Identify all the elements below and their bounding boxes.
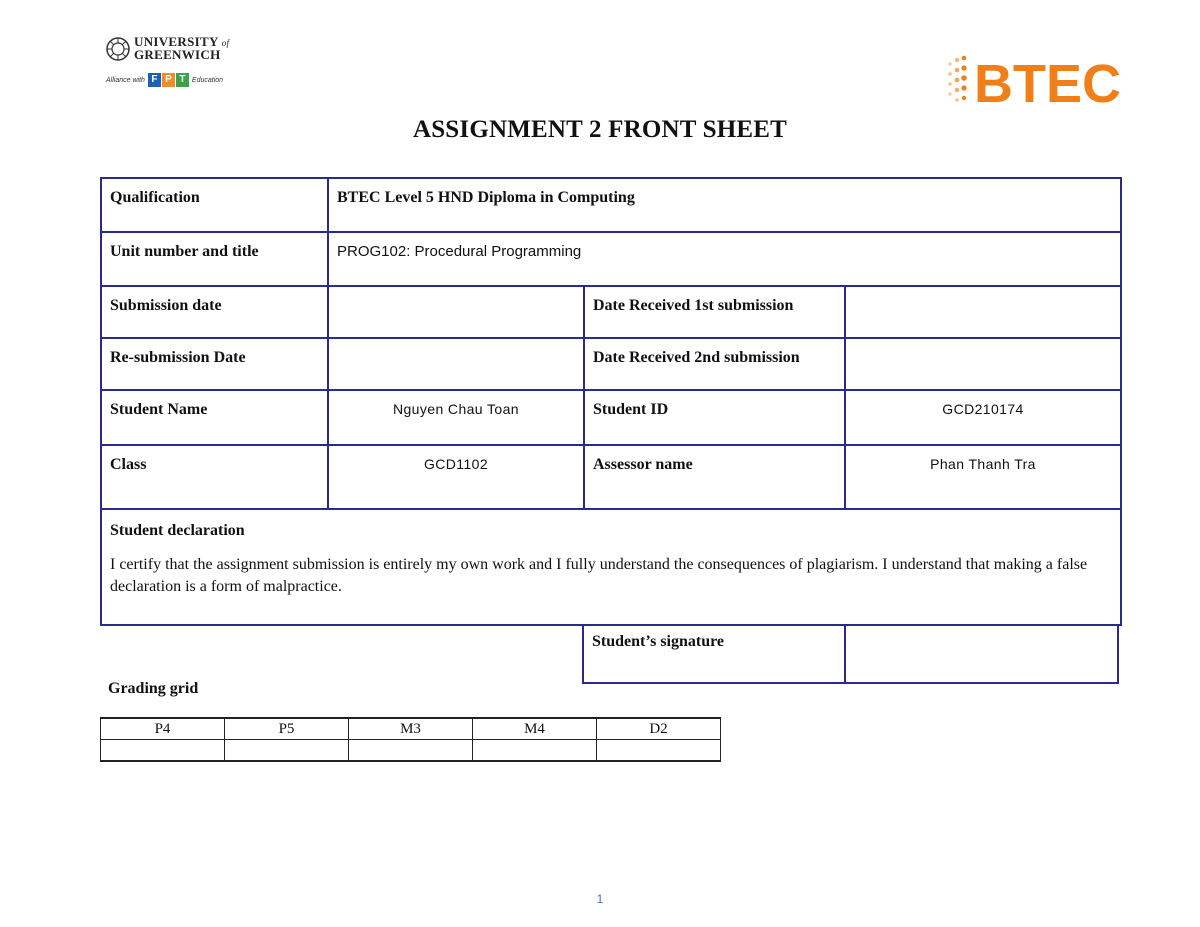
btec-dots-icon	[948, 56, 967, 102]
grade-header: M4	[473, 718, 597, 740]
class-row	[101, 445, 1121, 509]
declaration-text: I certify that the assignment submission is entirely my own work and I fully understand the consequences of plagiarism. I understand that making a false declaration is a form of malpractice.	[110, 556, 1088, 595]
grade-value	[473, 740, 597, 762]
resubmission-date-value	[328, 338, 584, 390]
resubmission-row	[101, 338, 1121, 390]
grade-value	[597, 740, 721, 762]
qualification-value: BTEC Level 5 HND Diploma in Computing	[328, 178, 1121, 232]
student-id-value: GCD210174	[845, 390, 1121, 445]
declaration-row	[101, 509, 1121, 625]
grade-header: P4	[101, 718, 225, 740]
resubmission-date-label: Re-submission Date	[101, 338, 328, 390]
qualification-row	[101, 178, 1121, 232]
signature-table	[582, 626, 1119, 684]
grading-header-row	[101, 718, 721, 740]
signature-field	[845, 626, 1118, 683]
grade-header: P5	[225, 718, 349, 740]
fpt-logo: F P T	[148, 73, 189, 87]
submission-row	[101, 286, 1121, 338]
grade-value	[101, 740, 225, 762]
btec-logo	[944, 52, 1150, 110]
university-name: UNIVERSITY of GREENWICH	[134, 34, 230, 62]
assessor-value: Phan Thanh Tra	[845, 445, 1121, 509]
page-title: ASSIGNMENT 2 FRONT SHEET	[412, 116, 788, 143]
crest-icon	[106, 37, 130, 61]
grade-value	[225, 740, 349, 762]
signature-label: Student’s signature	[583, 626, 845, 683]
date-received-1-label: Date Received 1st submission	[584, 286, 845, 338]
student-id-label: Student ID	[584, 390, 845, 445]
qualification-label: Qualification	[101, 178, 328, 232]
unit-value: PROG102: Procedural Programming	[328, 232, 1121, 286]
submission-date-label: Submission date	[101, 286, 328, 338]
unit-row	[101, 232, 1121, 286]
date-received-2-value	[845, 338, 1121, 390]
assessor-label: Assessor name	[584, 445, 845, 509]
submission-date-value	[328, 286, 584, 338]
student-name-label: Student Name	[101, 390, 328, 445]
fpt-alliance: Alliance with F P T Education	[106, 74, 224, 85]
grading-grid	[100, 717, 721, 762]
grade-value	[349, 740, 473, 762]
btec-wordmark: BTEC	[974, 54, 1121, 110]
student-name-value: Nguyen Chau Toan	[328, 390, 584, 445]
class-label: Class	[101, 445, 328, 509]
grading-value-row	[101, 740, 721, 762]
grading-grid-label: Grading grid	[108, 680, 199, 697]
university-of-greenwich-logo	[106, 36, 266, 100]
date-received-2-label: Date Received 2nd submission	[584, 338, 845, 390]
declaration-heading: Student declaration	[110, 522, 245, 539]
unit-label: Unit number and title	[101, 232, 328, 286]
page-number: 1	[596, 892, 604, 906]
grade-header: M3	[349, 718, 473, 740]
date-received-1-value	[845, 286, 1121, 338]
front-sheet-table	[100, 177, 1122, 626]
class-value: GCD1102	[328, 445, 584, 509]
student-row	[101, 390, 1121, 445]
declaration-cell	[101, 509, 1121, 625]
grade-header: D2	[597, 718, 721, 740]
